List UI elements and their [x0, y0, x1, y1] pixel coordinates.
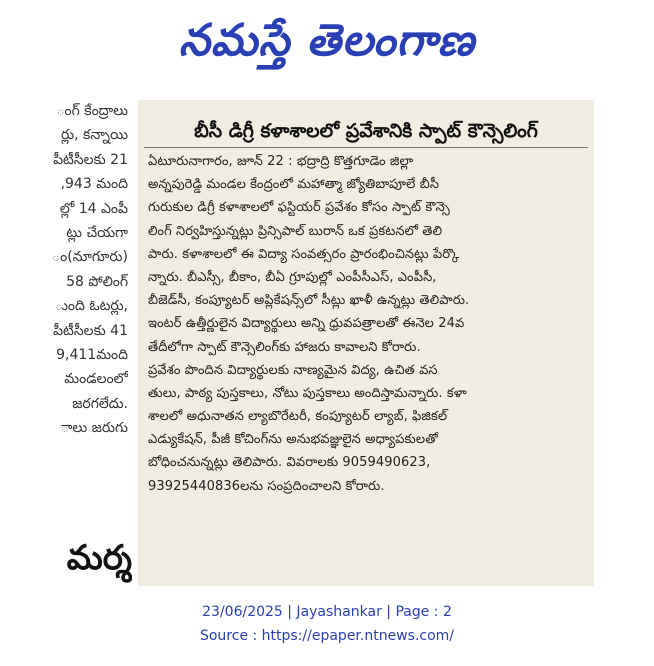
left-column-line: ుంది ఓటర్లు, [54, 298, 128, 315]
article-body-line: ఇంటర్ ఉత్తీర్ణులైన విద్యార్థులు అన్ని ధ్రువపత్రాలతో ఈనెల 24వ [148, 316, 465, 332]
article-body-line: ఏటూరునాగారం, జూన్ 22 : భద్రాద్రి కొత్తగూడెం జిల్లా [148, 154, 414, 169]
article-body-line: లింగ్ నిర్వహిస్తున్నట్లు ప్రిన్సిపాల్ బురాన్ ఒక ప్రకటనలో తెలి [148, 223, 443, 239]
article-kicker [152, 102, 157, 115]
left-column-line: ర్లు, కన్నాయి [60, 127, 128, 144]
left-column-line: ాలు జరుగు [60, 420, 128, 437]
article-body-line: పారు. కళాశాలలో ఈ విద్యా సంవత్సరం ప్రారంభించినట్లు పేర్కొ [148, 246, 460, 262]
article-body-line: ఎడ్యుకేషన్, పీజీ కోచింగ్‌ను అనుభవజ్ఞులైన అధ్యాపకులతో [148, 432, 438, 448]
article-clipping [138, 100, 594, 586]
article-body-line: బోధించనున్నట్లు తెలిపారు. వివరాలకు 9059490623, [148, 455, 431, 471]
article-body-line: ప్రవేశం పొందిన విద్యార్థులకు నాణ్యమైన విద్య, ఉచిత వస [148, 362, 438, 378]
article-body-line: అన్నపురెడ్డి మండల కేంద్రంలో మహాత్మా జ్యోతిబాపూలే బీసీ [148, 177, 440, 193]
left-column-line: 58 పోలింగ్ [66, 273, 128, 290]
newspaper-logo: నమస్తే తెలంగాణ [178, 15, 476, 66]
headline-rule [144, 147, 588, 148]
left-column-headline: మర్శ [66, 538, 132, 578]
article-body-line: తేదీలోగా స్పాట్ కౌన్సెలింగ్‌కు హాజరు కావాలని కోరారు. [148, 339, 421, 355]
masthead [0, 0, 654, 92]
left-column-line: మండలంలో [64, 371, 128, 388]
left-column-line: ం(నూగూరు) [52, 249, 128, 266]
left-column-line: ల్లో 14 ఎంపీ [59, 200, 128, 217]
article-body-line: 9392544083​6లను సంప్రదించాలని కోరారు. [148, 478, 385, 494]
left-column-line: పీటీసీలకు 21 [53, 151, 128, 168]
article-body [148, 150, 586, 498]
footer-edition-info: 23/06/2025 | Jayashankar | Page : 2 [202, 604, 452, 620]
left-column-line: జరగలేదు. [72, 395, 128, 412]
article-body-line: గురుకుల డిగ్రీ కళాశాలలో ఫస్టియర్ ప్రవేశం కోసం స్పాట్ కౌన్సె [148, 200, 450, 216]
left-column-line: పీటీసీలకు 41 [53, 322, 128, 339]
left-column-line: ంగ్ కేంద్రాలు [56, 103, 128, 119]
article-body-line: శాలలో అధునాతన ల్యాబొరేటరీ, కంప్యూటర్ ల్యాబ్, ఫిజికల్ [148, 409, 448, 425]
article-body-line: తులు, పాఠ్య పుస్తకాలు, నోటు పుస్తకాలు అందిస్తామన్నారు. కళా [148, 385, 467, 401]
left-column-line: ట్లు చేయగా [66, 225, 128, 241]
article-body-line: బీజెడ్‌సీ, కంప్యూటర్ అప్లికేషన్స్‌లో సీట్లు ఖాళీ ఉన్నట్లు తెలిపారు. [148, 293, 470, 309]
left-column-line: ,943 మంది [60, 176, 128, 193]
footer-source: Source : https://epaper.ntnews.com/ [199, 628, 455, 644]
article-body-line: న్నారు. బీఎస్సీ, బీకాం, బీఏ గ్రూపుల్లో ఎంపీసీఎస్, ఎంపీసీ, [148, 269, 437, 285]
article-headline: బీసీ డిగ్రీ కళాశాలలో ప్రవేశానికి స్పాట్ కౌన్సెలింగ్ [194, 120, 538, 142]
left-column-line: 9,411మంది [56, 347, 128, 363]
left-column-fragment [0, 100, 128, 450]
